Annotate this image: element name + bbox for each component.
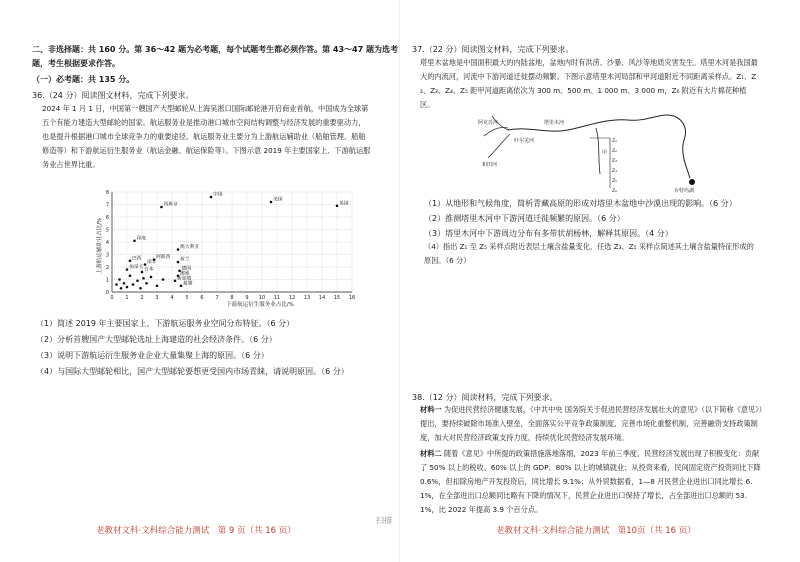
data-point-label: 巴西	[132, 256, 142, 262]
river-tributary-2	[488, 134, 510, 158]
q37-sub-2: （2）推测塔里木河中下游河道迁徙频繁的原因。（6 分）	[424, 214, 625, 223]
x-tick-label: 3	[155, 295, 159, 301]
y-tick-label: 6	[105, 214, 109, 221]
section-heading-1: 二、非选择题：共 160 分。第 36～42 题为必考题，每个试题考生都必须作答。第 43～47 题为选考	[32, 45, 398, 54]
y-tick-label: 8	[105, 189, 109, 196]
x-tick-label: 7	[215, 295, 219, 301]
data-point	[150, 276, 153, 279]
section-heading-2: 题，考生根据要求作答。	[32, 59, 120, 68]
x-tick-label: 2	[140, 295, 144, 301]
data-point	[126, 268, 129, 271]
data-point-label: 新加坡	[177, 276, 192, 282]
map-label-z5: Z₅	[612, 179, 617, 184]
data-point	[177, 261, 180, 264]
jia-river-path	[596, 128, 600, 174]
data-point-label: 日本	[144, 267, 154, 273]
data-point-label: 挪威	[180, 271, 190, 277]
chart-points	[115, 196, 338, 290]
y-tick-label: 5	[105, 227, 109, 234]
data-point	[156, 284, 159, 287]
map-label-river-a: 阿克苏河	[478, 120, 499, 126]
data-point	[139, 287, 142, 290]
x-tick-label: 13	[303, 295, 311, 301]
map-label-river-main: 塔里木河	[544, 120, 565, 126]
data-point-label: 阿联酋	[156, 255, 171, 260]
map-label-river-c: 和田河	[482, 162, 498, 168]
river-upper-branch	[484, 127, 508, 136]
scan-stamp: 扫描	[376, 516, 392, 525]
data-point	[133, 239, 136, 242]
data-point-label: 英国	[339, 201, 349, 207]
y-tick-label: 1	[105, 277, 109, 284]
data-point	[160, 206, 163, 209]
lake-marker	[689, 179, 695, 185]
data-point-label: 荷兰	[180, 257, 190, 263]
q38-material-1	[420, 403, 764, 445]
q38-material-2-text: 随着《意见》中所提的政策措施落地落细，2023 年前三季度，民营经济发展出现了积极变化：贡献了 50% 以上的税收、60% 以上的 GDP、80% 以上的城镇就业；从投资来看，民间固定资产投资同比下降 0.6%，但扣除房地产开发投资后，同比增长 9.1%；从外贸数据看，1—8 月民营企业进出口同比增长 6.1%，在全部进出口总额同比略有下降的情况下，民营企业进出口保持了增长，占全部进出口总额的 53.1%，比 2022 年提高 3.9 个百分点。	[420, 449, 761, 514]
chart-xlabel: 下游航运衍生服务业占比/%	[226, 302, 294, 308]
map-label-lake: 台特玛湖	[674, 188, 695, 194]
data-point	[180, 284, 183, 287]
data-point	[126, 286, 129, 289]
map-label-z4: Z₄	[612, 169, 617, 174]
data-point-label: 印度	[136, 236, 147, 242]
chart-ylabel: 上游航运辅助业占比/%	[97, 217, 103, 275]
q37-sub-3: （3）塔里木河中下游周边分布有多带状胡杨林，解释其原因。（4 分）	[424, 229, 673, 238]
data-point	[174, 279, 177, 282]
map-label-z3: Z₃	[612, 159, 617, 164]
q38-title: 38.（12 分）阅读材料，完成下列要求。	[412, 393, 558, 402]
data-point-label: 美国	[273, 197, 283, 203]
q36-sub-3: （3）说明下游航运衍生服务业企业大量集聚上海的原因。（6 分）	[36, 351, 269, 360]
q38-material-1-label: 材料一	[420, 405, 442, 414]
q36-sub-2: （2）分析首艘国产大型邮轮选址上海建造的社会经济条件。（6 分）	[36, 335, 277, 344]
data-point	[210, 196, 213, 199]
q38-material-2-label: 材料二	[420, 449, 442, 458]
x-tick-label: 15	[333, 295, 341, 301]
data-point	[136, 279, 139, 282]
data-point	[118, 278, 121, 281]
x-tick-label: 16	[348, 295, 356, 301]
data-point	[162, 278, 165, 281]
q36-paragraph: 2024 年 1 月 1 日，中国第一艘国产大型邮轮从上海吴淞口国际邮轮港开启商业首航，中国成为全球第五个有能力建造大型邮轮的国家。航运服务业是推动港口城市空间结构调整与经济发展的重要驱动力，也是提升根据港口城市全球竞争力的重要途径。航运服务业主要分为上游航运辅助业（船舶管理、船舶修造等）和下游航运衍生服务业（航运金融、航运保险等）。下图示意 2019 年主要国家上、下游航运服务业占世界比重。	[42, 104, 371, 169]
data-point	[145, 282, 148, 285]
q37-sub-4: （4）指出 Z₁ 至 Z₅ 采样点附近表层土壤含盐量变化，任选 Z₃、Z₅ 采样点简述其土壤含盐量特征形成的原因。（6 分）	[424, 242, 754, 265]
y-tick-label: 0	[105, 289, 109, 296]
q36-title: 36.（24 分）阅读图文材料，完成下列要求。	[32, 91, 194, 100]
q36-scatter-chart	[90, 188, 360, 308]
x-tick-label: 1	[125, 295, 129, 301]
data-point	[129, 259, 132, 262]
x-tick-label: 14	[318, 295, 326, 301]
data-point-label: 德国	[181, 266, 192, 272]
x-tick-label: 12	[288, 295, 296, 301]
data-point	[144, 263, 147, 266]
q38-material-1-text: 为促进民营经济健康发展，《中共中央 国务院关于促进民营经济发展壮大的意见》（以下简称《意见》）提出，要持续破除市场准入壁垒，全面落实公平竞争政策制度，完善市场化重整机制，完善融资支持政策制度，加大对民营经济政策支持力度，持续优化民营经济发展环境。	[420, 405, 763, 442]
right-page	[400, 0, 800, 562]
x-tick-label: 8	[230, 295, 234, 301]
q37-sub-1: （1）从地形和气候角度，简析青藏高原的形成对塔里木盆地中沙漠出现的影响。（6 分）	[424, 199, 737, 208]
right-footer: 老教材文科·文科综合能力测试 第10页（共 16 页）	[496, 526, 696, 536]
map-label-jia: 甲	[602, 150, 608, 156]
data-point-label: 中国	[213, 192, 223, 198]
data-point	[123, 282, 126, 285]
data-point	[115, 283, 118, 286]
left-footer: 老教材文科·文科综合能力测试 第 9 页（共 16 页）	[96, 526, 296, 536]
data-point	[132, 283, 135, 286]
data-point	[142, 277, 145, 280]
y-tick-label: 7	[105, 202, 109, 209]
data-point-label: 加拿大	[129, 265, 144, 270]
x-tick-label: 10	[258, 295, 266, 301]
y-tick-label: 3	[105, 252, 109, 259]
data-point	[120, 287, 123, 290]
chart-ticks	[106, 190, 355, 301]
map-label-river-b: 叶尔羌河	[514, 138, 535, 144]
q37-paragraph: 塔里木盆地是中国面积最大的内陆盆地，盆地内时有洪涝、沙暴、风沙等地质灾害发生。塔里木河是我国最大的内流河，河流中下游河道迁徙摆动频繁。下图示意塔里木河局部和甲河道附近不同距离采样点。Z₁、Z₂、Z₃、Z₄、Z₅ 距甲河道距离依次为 300 m、500 m、1 000 m、3 000 m，Z₆ 附近有大片棉花种植区。	[420, 58, 758, 109]
x-tick-label: 11	[273, 295, 281, 301]
tarim-river-map	[478, 108, 704, 194]
data-point	[336, 204, 339, 207]
data-point	[177, 248, 180, 251]
chart-labels	[129, 191, 349, 287]
data-point-label: 西班牙	[163, 202, 178, 208]
map-label-z2: Z₂	[612, 149, 617, 154]
q36-sub-1: （1）简述 2019 年主要国家上、下游航运服务业空间分布特征。（6 分）	[36, 319, 295, 328]
q38-material-2	[420, 447, 764, 517]
map-label-z1: Z₁	[612, 139, 617, 144]
data-point	[270, 201, 273, 204]
q36-sub-4: （4）与国际大型邮轮相比，国产大型邮轮要想更受国内市场青睐，请说明原因。（6 分）	[36, 367, 349, 376]
data-point-label: 澳大利亚	[180, 245, 200, 250]
data-point-label: 希腊	[183, 281, 193, 287]
q37-title: 37.（22 分）阅读图文材料，完成下列要求。	[412, 45, 574, 54]
x-tick-label: 6	[200, 295, 204, 301]
y-tick-label: 2	[105, 264, 109, 271]
x-tick-label: 0	[110, 295, 114, 301]
y-tick-label: 4	[105, 239, 109, 246]
required-heading: （一）必考题：共 135 分。	[32, 75, 135, 84]
data-point	[129, 274, 132, 277]
data-point	[141, 271, 144, 274]
chart-grid	[112, 192, 352, 292]
tarim-river-path	[508, 115, 690, 178]
data-point-label: 南非	[147, 260, 157, 265]
x-tick-label: 4	[170, 295, 174, 301]
x-tick-label: 9	[245, 295, 249, 301]
x-tick-label: 5	[185, 295, 189, 301]
map-label-z6: Z₆	[612, 189, 617, 194]
